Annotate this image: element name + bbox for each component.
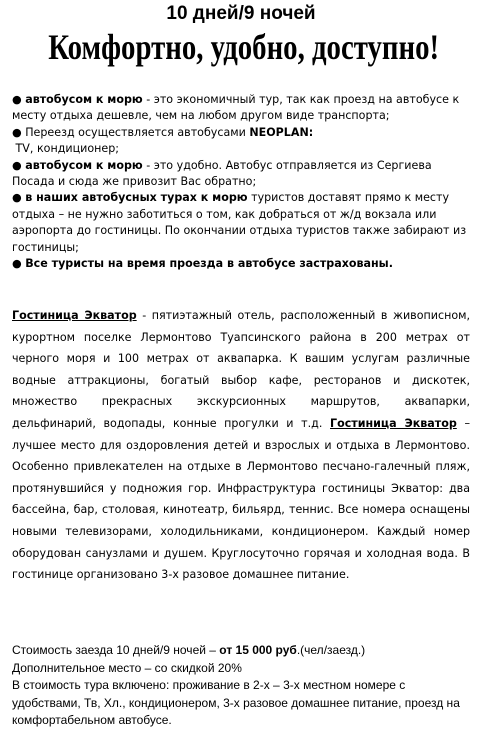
hotel-description xyxy=(12,305,470,586)
bullet-dot: ● xyxy=(12,257,22,271)
features-list xyxy=(12,92,472,272)
hotel-text: - пятиэтажный отель, расположенный в живописном, курортном поселке Лермонтово Туапсинского района в 200 метрах от черного моря и 100 метрах от аквапарка. К вашим услугам различные водные аттракционы, богатый выбор кафе, ресторанов и дискотек, множество прекрасных экскурсионных маршрутов, аквапарки, дельфинарий, водопады, конные прогулки и т.д. xyxy=(12,309,470,430)
hotel-text: – лучшее место для оздоровления детей и взрослых и отдыха в Лермонтово. Особенно привлекателен на отдыхе в Лермонтово песчано-галечный пляж, протянувшийся у подножия гор. Инфраструктура гостиницы Экватор: два бассейна, бар, столовая, кинотеатр, бильярд, теннис. Все номера оснащены новыми телевизорами, холодильниками, кондиционером. Каждый номер оборудован санузлами и душем. Круглосуточно горячая и холодная вода. В гостинице организовано 3-х разовое домашнее питание. xyxy=(12,416,470,582)
hotel-name: Гостиница Экватор xyxy=(330,416,457,430)
feature-text: - это удобно. Автобус отправляется из Сергиева Посада и сюда же привозит Вас обратно; xyxy=(12,158,432,189)
feature-text: TV, кондиционер; xyxy=(15,142,119,156)
extra-place-discount: Дополнительное место – со скидкой 20% xyxy=(12,660,242,675)
price-unit: .(чел/заезд.) xyxy=(296,643,366,657)
feature-item xyxy=(12,125,472,158)
bullet-dot: ● xyxy=(12,158,22,172)
feature-item xyxy=(12,158,472,191)
feature-bold-text: автобусом к морю xyxy=(25,93,143,106)
feature-text: - это экономичный тур, так как проезд на автобусе к месту отдыха дешевле, чем на любом другом виде транспорта; xyxy=(12,93,460,123)
price-text: Стоимость заезда 10 дней/9 ночей – xyxy=(12,643,220,657)
feature-bold-text: в наших автобусных турах к морю xyxy=(25,191,248,205)
feature-text: туристов доставят прямо к месту отдыха – не нужно заботиться о том, как добраться от ж/д вокзала или аэропорта до гостиницы. По окончании отдыха туристов также забирают из гостиницы; xyxy=(12,191,467,254)
tour-duration-heading: 10 дней/9 ночей xyxy=(166,3,316,24)
bullet-dot: ● xyxy=(12,191,22,205)
feature-bold-text: автобусом к морю xyxy=(25,158,143,172)
tour-includes: В стоимость тура включено: проживание в 2-х – 3-х местном номере с удобствами, Тв, Хл., кондиционером, 3-х разовое домашнее питание, проезд на комфортабельном автобусе. xyxy=(12,678,460,727)
price-value: от 15 000 руб xyxy=(219,643,297,657)
feature-item xyxy=(12,256,472,272)
price-info xyxy=(12,642,474,730)
feature-item xyxy=(12,92,472,125)
feature-bold-text: Все туристы на время проезда в автобусе застрахованы. xyxy=(25,257,393,271)
bullet-dot: ● xyxy=(12,125,22,139)
feature-text: Переезд осуществляется автобусами xyxy=(25,125,250,139)
feature-bold-text: NEOPLAN: xyxy=(249,125,314,139)
slogan-heading: Комфортно, удобно, доступно! xyxy=(48,27,440,67)
hotel-name: Гостиница Экватор xyxy=(12,309,137,322)
feature-item xyxy=(12,190,472,256)
bullet-dot: ● xyxy=(12,93,22,106)
